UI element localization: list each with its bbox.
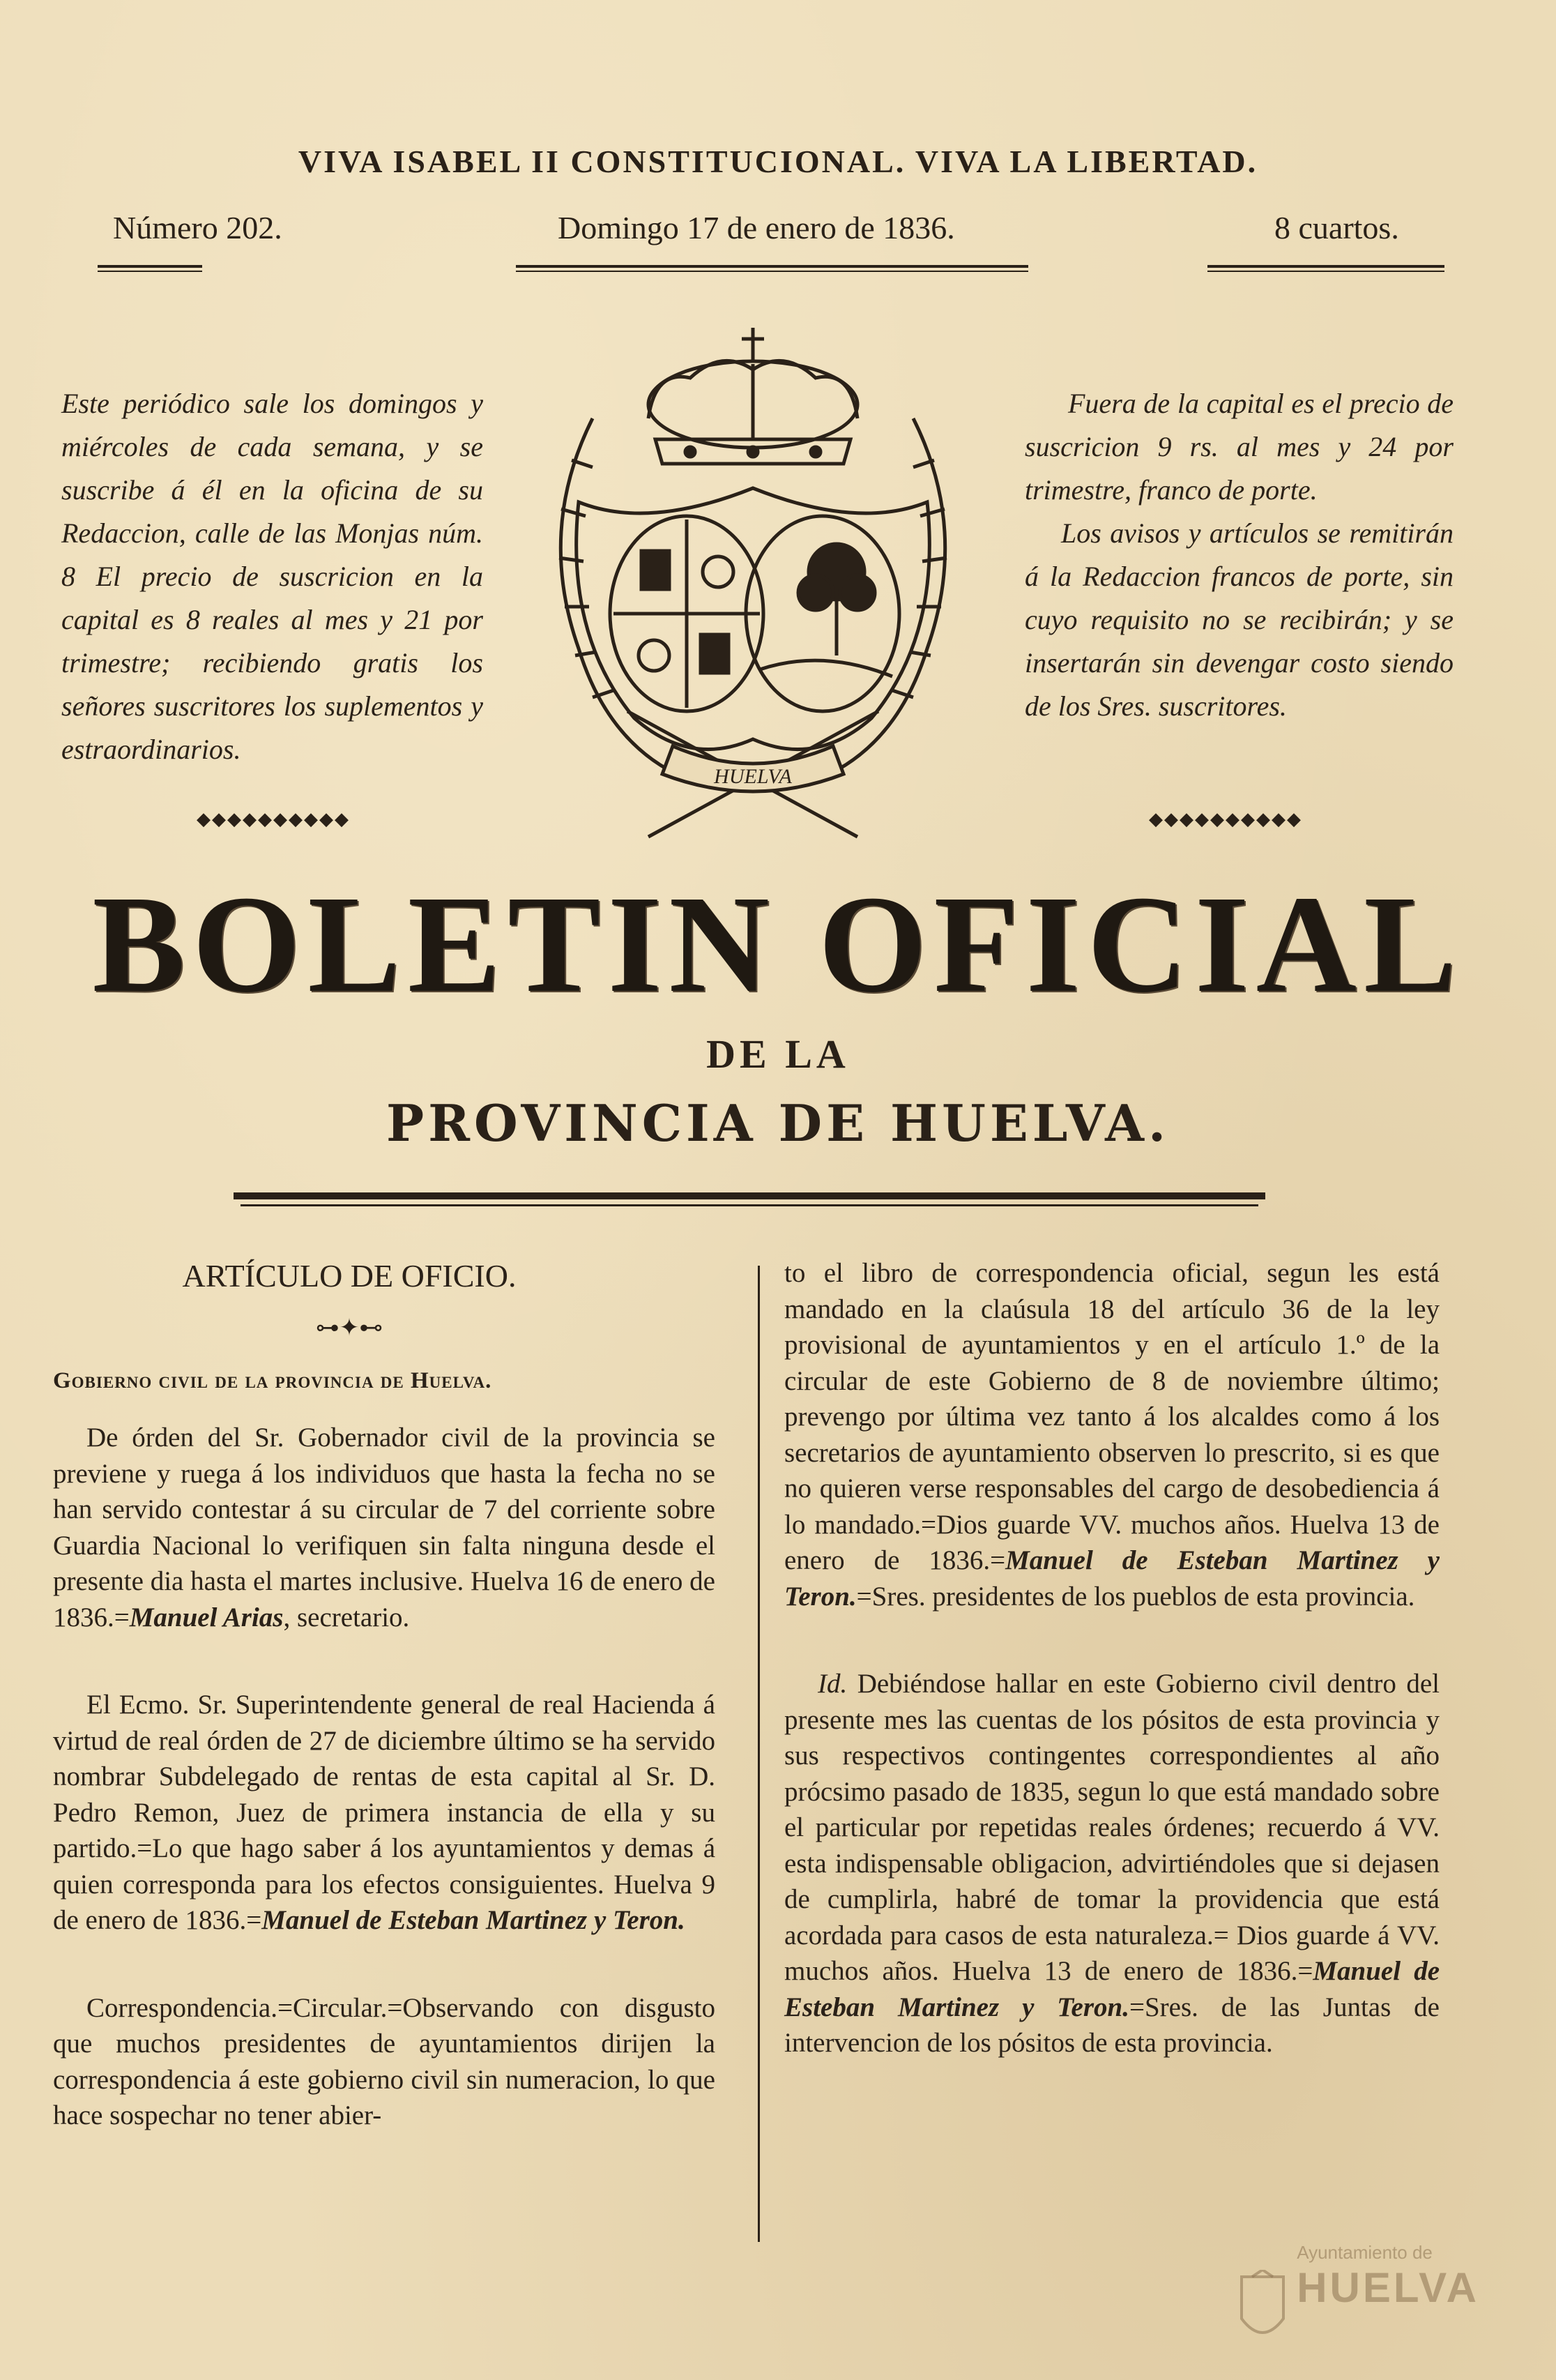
watermark-line1: Ayuntamiento de [1297, 2242, 1433, 2263]
right-column [784, 1255, 1440, 2061]
header-rule-right-b [1207, 271, 1444, 272]
header-rule-right-a [1207, 265, 1444, 268]
header-rule-left-b [98, 271, 202, 272]
notice-guardia-nacional: De órden del Sr. Gobernador civil de la provincia se previene y ruega á los individuos que hasta la fecha no se han servido contestar á su circular de 7 del corriente sobre Guardia Nacional lo verifiquen sin falta ninguna desde el presente dia hasta el martes inclusive. Huelva 16 de enero de 1836.=Manuel Arias, secretario. [53, 1423, 715, 1632]
title-de-la: DE LA [706, 1031, 850, 1077]
watermark-line2: HUELVA [1297, 2264, 1479, 2311]
newspaper-title: BOLETIN OFICIAL [92, 867, 1464, 1022]
right-notice [1025, 382, 1454, 728]
notice-subdelegado: El Ecmo. Sr. Superintendente general de real Hacienda á virtud de real órden de 27 de diciembre último se ha servido nombrar Subdelegado de rentas de esta capital al Sr. D. Pedro Remon, Juez de primera instancia de ella y su partido.=Lo que hago saber á los ayuntamientos y demas á quien corresponda para los efectos consiguientes. Huelva 9 de enero de 1836.=Manuel de Esteban Martinez y Teron. [53, 1690, 715, 1935]
left-column [53, 1255, 715, 2134]
right-notice-p1: Fuera de la capital es el precio de suscricion 9 rs. al mes y 24 por trimestre, franco de porte. [1025, 388, 1454, 506]
right-notice-p2: Los avisos y artículos se remitirán á la Redaccion francos de porte, sin cuyo requisito no se recibirán; y se insertarán sin devengar costo siendo de los Sres. suscritores. [1025, 517, 1454, 722]
title-provincia: PROVINCIA DE HUELVA. [386, 1093, 1170, 1153]
left-notice [61, 382, 483, 771]
title-rule-thin [241, 1204, 1258, 1206]
notice-positos: Id. Debiéndose hallar en este Gobierno civil dentro del presente mes las cuentas de los pósitos de esta provincia y sus respectivos contingentes correspondientes al año prócsimo pasado de 1835, segun lo que está mandado sobre el particular por repetidas reales órdenes; recuerdo á VV. esta indispensable obligacion, advirtiéndoles que si dejasen de cumplirla, habré de tomar la providencia que está acordada para casos de esta naturaleza.= Dios guarde á VV. muchos años. Huelva 13 de enero de 1836.=Manuel de Esteban Martinez y Teron.=Sres. de las Juntas de intervencion de los pósitos de esta provincia. [784, 1669, 1440, 2058]
article-heading: ARTÍCULO DE OFICIO. [182, 1258, 517, 1294]
notice-correspondencia: Correspondencia.=Circular.=Observando con disgusto que muchos presidentes de ayuntamientos dirijen la correspondencia á este gobierno civil sin numeracion, lo que hace sospechar no tener abier- [53, 1992, 715, 2130]
watermark-crest-icon [1238, 2270, 1287, 2347]
huelva-coat-of-arms-icon [551, 321, 1011, 858]
header-rule-center-a [516, 265, 1028, 268]
right-ornament: ◆◆◆◆◆◆◆◆◆◆ [1149, 809, 1302, 829]
heading-divider: ⊶✦⊷ [315, 1315, 383, 1341]
crest-label: HUELVA [714, 765, 792, 788]
archive-watermark [1297, 2242, 1479, 2312]
header-rule-center-b [516, 271, 1028, 272]
section-heading: Gobierno civil de la provincia de Huelva. [53, 1368, 492, 1393]
left-notice-text: Este periódico sale los domingos y miércoles de cada semana, y se suscribe á él en la oficina de su Redaccion, calle de las Monjas núm. 8 El precio de suscricion en la capital es 8 reales al mes y 21 por trimestre; recibiendo gratis los señores suscritores los suplementos y estraordinarios. [61, 388, 483, 765]
column-divider [758, 1266, 760, 2242]
left-ornament: ◆◆◆◆◆◆◆◆◆◆ [197, 809, 350, 829]
header-rule-left-a [98, 265, 202, 268]
motto: VIVA ISABEL II CONSTITUCIONAL. VIVA LA LIBERTAD. [298, 144, 1258, 179]
issue-date: Domingo 17 de enero de 1836. [558, 210, 955, 245]
issue-number: Número 202. [113, 210, 282, 245]
notice-correspondencia-continued: to el libro de correspondencia oficial, segun les está mandado en la claúsula 18 del artículo 36 de la ley provisional de ayuntamientos y en el artículo 1.º de la circular de este Gobierno de 8 de noviembre último; prevengo por última vez tanto á los alcaldes como á los secretarios de ayuntamiento observen lo prescrito, si es que no quieren verse responsables del cargo de desobediencia á lo mandado.=Dios guarde VV. muchos años. Huelva 13 de enero de 1836.=Manuel de Esteban Martinez y Teron.=Sres. presidentes de los pueblos de esta provincia. [784, 1258, 1440, 1612]
issue-price: 8 cuartos. [1274, 210, 1399, 245]
title-rule-thick [234, 1192, 1265, 1199]
